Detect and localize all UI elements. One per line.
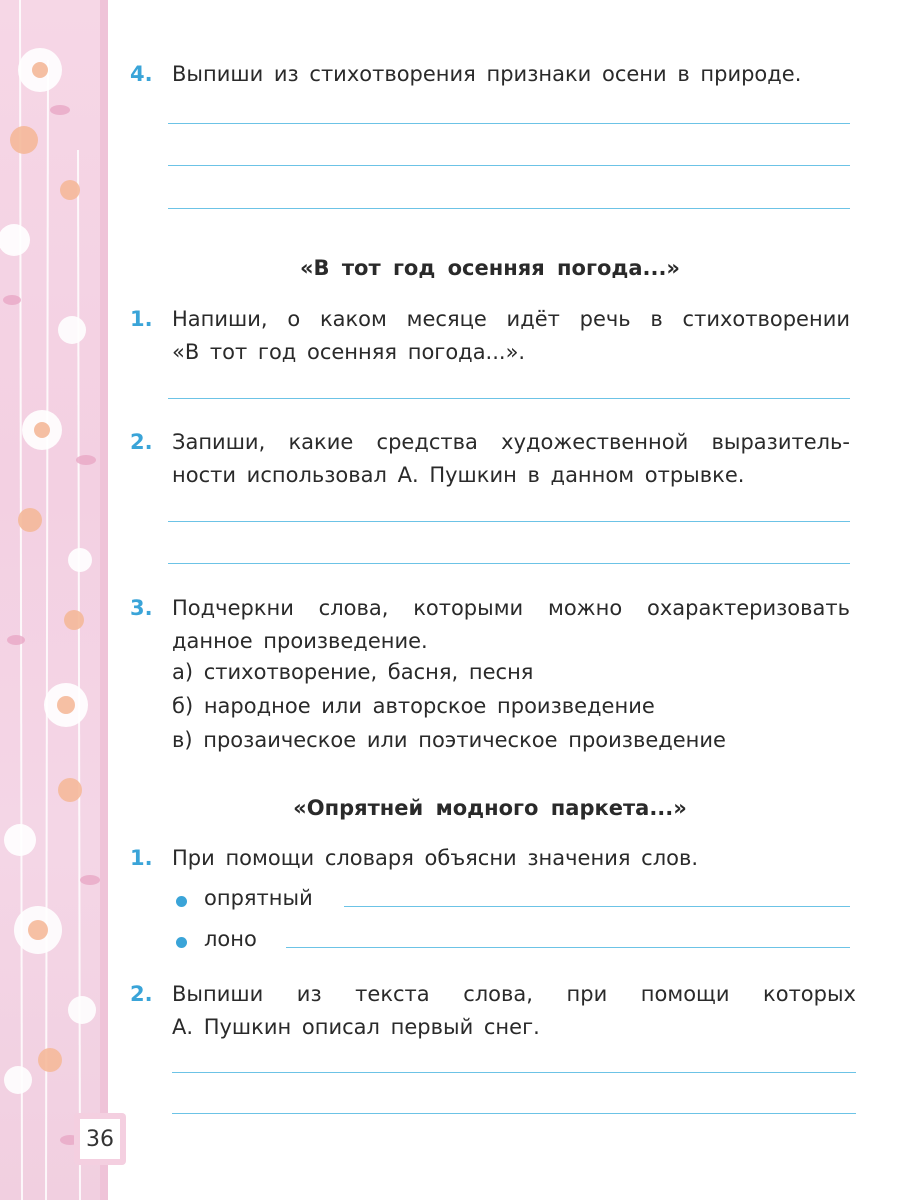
answer-line[interactable] bbox=[286, 947, 850, 948]
answer-line[interactable] bbox=[172, 1113, 856, 1114]
task-1 bbox=[130, 303, 850, 369]
task-number: 1. bbox=[130, 846, 153, 870]
word-label: опрятный bbox=[204, 886, 313, 910]
section-title: «В тот год осенняя погода...» bbox=[299, 256, 680, 280]
option-c[interactable]: в) прозаическое или поэтическое произведение bbox=[172, 728, 726, 752]
answer-line[interactable] bbox=[168, 123, 850, 124]
answer-line[interactable] bbox=[344, 906, 850, 907]
answer-line[interactable] bbox=[172, 1072, 856, 1073]
answer-line[interactable] bbox=[168, 563, 850, 564]
task-text-line: «В тот год осенняя погода...». bbox=[172, 340, 526, 364]
option-a[interactable]: а) стихотворение, басня, песня bbox=[172, 660, 534, 684]
answer-line[interactable] bbox=[168, 165, 850, 166]
task-text-line: А. Пушкин описал первый снег. bbox=[172, 1015, 540, 1039]
task-2 bbox=[130, 978, 856, 1044]
task-text-line: Запиши, какие средства художественной выразитель- bbox=[172, 430, 850, 454]
bullet-icon bbox=[176, 937, 187, 948]
task-text-line: данное произведение. bbox=[172, 629, 428, 653]
task-text-line: Напиши, о каком месяце идёт речь в стихотворении bbox=[172, 307, 850, 331]
flowers-illustration bbox=[0, 0, 108, 1200]
task-text: При помощи словаря объясни значения слов. bbox=[172, 846, 699, 870]
task-number: 2. bbox=[130, 430, 153, 454]
bullet-icon bbox=[176, 896, 187, 907]
page-number: 36 bbox=[80, 1119, 120, 1159]
answer-line[interactable] bbox=[168, 208, 850, 209]
answer-line[interactable] bbox=[168, 398, 850, 399]
section-title: «Опрятней модного паркета...» bbox=[293, 796, 687, 820]
task-1 bbox=[130, 842, 850, 875]
page-number-badge bbox=[74, 1113, 126, 1165]
task-2 bbox=[130, 426, 850, 492]
answer-line[interactable] bbox=[168, 521, 850, 522]
task-number: 3. bbox=[130, 596, 153, 620]
task-text-line: Выпиши из текста слова, при помощи которых bbox=[172, 982, 856, 1006]
task-3 bbox=[130, 592, 850, 658]
task-text-line: ности использовал А. Пушкин в данном отрывке. bbox=[172, 463, 745, 487]
task-text: Выпиши из стихотворения признаки осени в природе. bbox=[172, 62, 802, 86]
task-number: 1. bbox=[130, 307, 153, 331]
word-label: лоно bbox=[204, 927, 257, 951]
decorative-floral-border bbox=[0, 0, 108, 1200]
task-4 bbox=[130, 58, 850, 91]
task-text-line: Подчеркни слова, которыми можно охарактеризовать bbox=[172, 596, 850, 620]
option-b[interactable]: б) народное или авторское произведение bbox=[172, 694, 655, 718]
task-number: 4. bbox=[130, 62, 153, 86]
task-number: 2. bbox=[130, 982, 153, 1006]
